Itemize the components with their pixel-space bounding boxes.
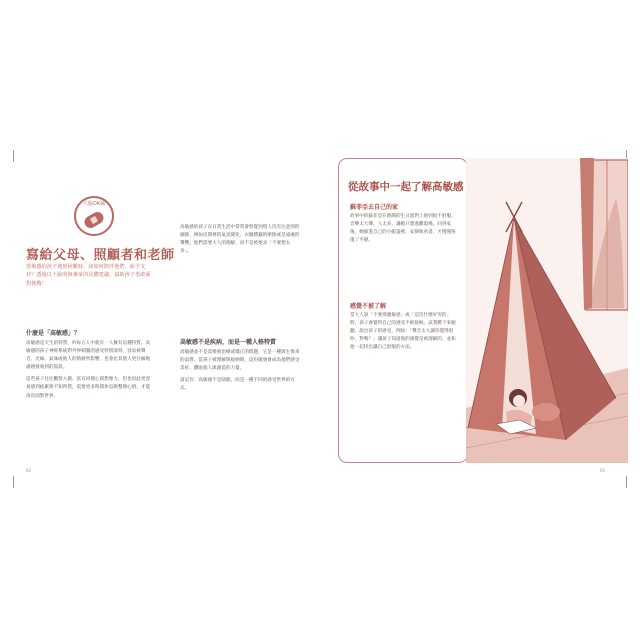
box-title: 從故事中一起了解高敏感	[348, 181, 464, 193]
crop-mark	[626, 476, 627, 488]
bandage-icon	[82, 210, 105, 230]
section-heading: 高敏感不是疾病，而是一種人格特質	[180, 339, 277, 346]
paragraph: 高敏感是天生的特質，約每五人中就有一人擁有這種特質。高敏感的孩子神經系統對外界刺激的感受特別深刻，容易被聲音、光線、氣味或他人的情緒所影響，也會比其他人更仔細地處理接收到的資訊。	[26, 341, 151, 371]
page-number: 92	[26, 468, 32, 473]
paragraph: 高敏感並不是需要被治療或矯正的問題，它是一種與生俱來的氣質。當孩子被理解與接納時，這份敏感會成為他們感受美好、體貼他人與創造的力量。	[180, 350, 300, 372]
page-number: 93	[600, 468, 606, 473]
section-text: 當大人說「不要那麼敏感」或「這沒什麼好哭的」時，孩子會覺得自己的感受不被接納。試著蹲下來傾聽，說出孩子的感受，例如：「聲音太大讓你覺得很吵，對嗎？」讓孩子知道他的感覺是被理解的，並和他一起找出讓自己舒服的方法。	[350, 313, 456, 351]
crop-mark	[13, 476, 14, 488]
section-heading: 感覺不被了解	[350, 303, 387, 310]
section-heading: 什麼是「高敏感」？	[26, 330, 81, 337]
text-column-1	[26, 340, 154, 405]
text-column-2b	[180, 349, 300, 397]
lead-text: 當敏感的孩子遇到困難時，該如何陪伴他們、給予支持？透過以下說明與專家的具體建議，協助孩子勇敢面對挑戰！	[26, 264, 151, 287]
section-heading: 蘇菲亞去自己的家	[350, 204, 399, 211]
section-text: 故事中的蘇菲亞在熱鬧的生日派對上感到很不舒服，音樂太大聲、人太多，讓她只想逃離現場。回到家後，她躲進自己的小帳篷裡，安靜地看書，才慢慢恢復了平靜。	[350, 214, 456, 244]
text-column-2	[180, 224, 300, 260]
tent-illustration	[466, 158, 628, 463]
paragraph: 高敏感的孩子在日常生活中常常會察覺到別人沒有注意到的細節，例如房間裡的氣氛變化、衣服標籤的摩擦或是遠處的聲響。他們需要大人的理解，而不是被要求「不要想太多」。	[180, 225, 300, 255]
badge-label: 大腦OK繃	[82, 201, 106, 207]
crop-mark	[13, 150, 14, 162]
paragraph: 這些孩子往往觀察入微、富有同理心與想像力，但也因此更容易感到疲累與不知所措，需要更多時間休息與整理心情，才能再次面對世界。	[26, 377, 151, 399]
page-title: 寫給父母、照顧者和老師	[26, 248, 175, 263]
paragraph: 請記住：高敏感不是缺點，而是一種不同的感受世界的方式。	[180, 378, 295, 392]
ok-bandage-badge	[74, 196, 114, 236]
